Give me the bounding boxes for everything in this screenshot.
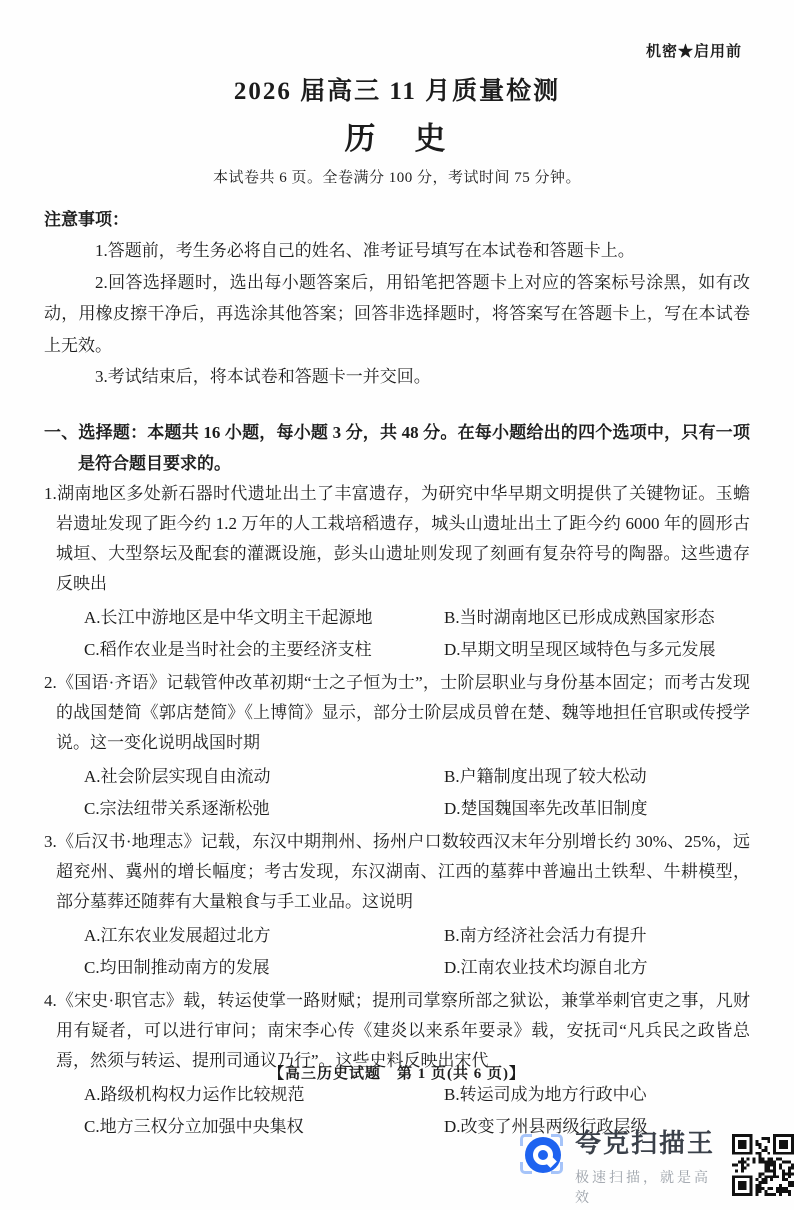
question-4-option-a: A.路级机构权力运作比较规范 bbox=[84, 1084, 305, 1104]
question-2-option-b: B.户籍制度出现了较大松动 bbox=[444, 766, 647, 786]
question-3-option-c: C.均田制推动南方的发展 bbox=[84, 957, 270, 977]
question-3-number: 3. bbox=[44, 831, 57, 851]
question-1-option-a: A.长江中游地区是中华文明主干起源地 bbox=[84, 607, 373, 627]
question-2-number: 2. bbox=[44, 672, 57, 692]
notice-item-3: 3.考试结束后，将本试卷和答题卡一并交回。 bbox=[95, 367, 431, 386]
question-2-option-c: C.宗法纽带关系逐渐松弛 bbox=[84, 798, 270, 818]
section-heading: 一、选择题：本题共 16 小题，每小题 3 分，共 48 分。在每小题给出的四个选项中，只有一项是符合题目要求的。 bbox=[44, 422, 750, 473]
brand-tagline: 极速扫描，就是高效 bbox=[575, 1169, 712, 1205]
page-footer: 【高三历史试题 第 1 页(共 6 页)】 bbox=[269, 1066, 525, 1082]
classification-label: 机密★启用前 bbox=[645, 44, 742, 60]
question-2 bbox=[44, 668, 750, 825]
question-1-option-d: D.早期文明呈现区域特色与多元发展 bbox=[444, 639, 716, 659]
question-2-option-d: D.楚国魏国率先改革旧制度 bbox=[444, 798, 648, 818]
question-1-options bbox=[44, 602, 750, 666]
question-4-option-c: C.地方三权分立加强中央集权 bbox=[84, 1116, 304, 1136]
question-1 bbox=[44, 479, 750, 666]
question-3-option-d: D.江南农业技术均源自北方 bbox=[444, 957, 648, 977]
question-2-stem: 2.《国语·齐语》记载管仲改革初期“士之子恒为士”，士阶层职业与身份基本固定；而考古发现的战国楚简《郭店楚简》《上博简》显示，部分士阶层成员曾在楚、魏等地担任官职或传授学说。这一变化说明战国时期 bbox=[44, 672, 750, 752]
notice-item-2: 2.回答选择题时，选出每小题答案后，用铅笔把答题卡上对应的答案标号涂黑，如有改动，用橡皮擦干净后，再选涂其他答案；回答非选择题时，将答案写在答题卡上，写在本试卷上无效。 bbox=[44, 272, 750, 355]
subject-title: 历 史 bbox=[344, 121, 450, 156]
question-2-options bbox=[44, 761, 750, 825]
notice-section bbox=[44, 205, 750, 393]
brand-name: 夸克扫描王 bbox=[575, 1128, 716, 1158]
question-3-options bbox=[44, 920, 750, 984]
question-4-option-d: D.改变了州县两级行政层级 bbox=[444, 1116, 648, 1136]
question-3-option-a: A.江东农业发展超过北方 bbox=[84, 925, 271, 945]
question-4-stem: 4.《宋史·职官志》载，转运使掌一路财赋；提刑司掌察所部之狱讼，兼掌举刺官吏之事，凡财用有疑者，可以进行审问；南宋李心传《建炎以来系年要录》载，安抚司“凡兵民之政皆总焉，然须与转运、提刑司通议乃行”。这些史料反映出宋代 bbox=[44, 990, 750, 1070]
question-2-option-a: A.社会阶层实现自由流动 bbox=[84, 766, 271, 786]
scanner-branding bbox=[520, 1128, 794, 1207]
logo-disc bbox=[525, 1137, 561, 1173]
notice-heading: 注意事项： bbox=[44, 210, 129, 229]
question-4-number: 4. bbox=[44, 990, 57, 1010]
qr-code-icon bbox=[732, 1132, 794, 1198]
notice-item-1: 1.答题前，考生务必将自己的姓名、准考证号填写在本试卷和答题卡上。 bbox=[95, 241, 635, 260]
question-3-option-b: B.南方经济社会活力有提升 bbox=[444, 925, 647, 945]
question-1-option-c: C.稻作农业是当时社会的主要经济支柱 bbox=[84, 639, 372, 659]
question-1-option-b: B.当时湖南地区已形成成熟国家形态 bbox=[444, 607, 715, 627]
question-1-number: 1. bbox=[44, 483, 57, 503]
exam-title: 2026 届高三 11 月质量检测 bbox=[233, 78, 561, 105]
question-1-stem: 1.湖南地区多处新石器时代遗址出土了丰富遗存，为研究中华早期文明提供了关键物证。玉蟾岩遗址发现了距今约 1.2 万年的人工栽培稻遗存，城头山遗址出土了距今约 6000 年的圆形古城垣、大型祭坛及配套的灌溉设施，彭头山遗址则发现了刻画有复杂符号的陶器。这些遗存反映出 bbox=[44, 483, 750, 593]
question-3 bbox=[44, 827, 750, 984]
question-4-option-b: B.转运司成为地方行政中心 bbox=[444, 1084, 647, 1104]
question-3-stem: 3.《后汉书·地理志》记载，东汉中期荆州、扬州户口数较西汉末年分别增长约 30%、25%，远超兖州、冀州的增长幅度；考古发现，东汉湖南、江西的墓葬中普遍出土铁犁、牛耕模型，部分墓葬还随葬有大量粮食与手工业品。这说明 bbox=[44, 831, 750, 911]
quark-scan-logo-icon bbox=[520, 1130, 563, 1176]
exam-info-line: 本试卷共 6 页。全卷满分 100 分，考试时间 75 分钟。 bbox=[212, 170, 581, 186]
